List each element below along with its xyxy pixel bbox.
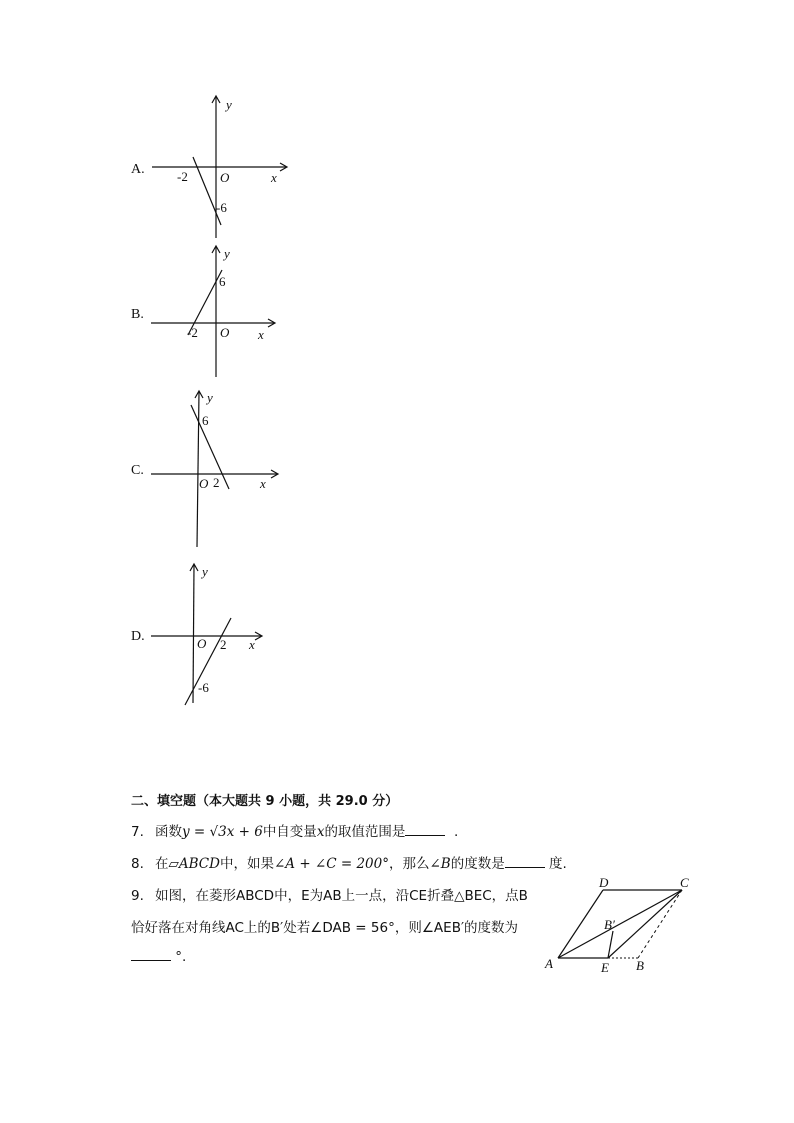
x-axis-label: x bbox=[258, 327, 264, 342]
answer-blank[interactable] bbox=[131, 948, 171, 961]
x-axis-label: x bbox=[249, 637, 255, 652]
y-axis-label: y bbox=[207, 390, 213, 405]
origin-label: O bbox=[220, 325, 230, 340]
x-axis-label: x bbox=[260, 476, 266, 491]
option-d-graph bbox=[150, 563, 270, 713]
question-9-line-2: 恰好落在对角线AC上的B′处若∠DAB = 56°，则∠AEB′的度数为 bbox=[131, 920, 519, 936]
y-axis bbox=[197, 392, 199, 547]
option-c-graph bbox=[150, 390, 285, 550]
option-b-label: B. bbox=[131, 307, 144, 322]
q7-formula: y = √3x + 6 bbox=[182, 824, 263, 840]
side-ad bbox=[558, 890, 603, 958]
origin-label: O bbox=[197, 636, 207, 651]
diagonal-ac bbox=[558, 890, 682, 958]
question-number: 7. bbox=[131, 824, 144, 840]
y-axis-label: y bbox=[224, 246, 230, 261]
option-a-label: A. bbox=[131, 162, 145, 177]
question-number: 8. bbox=[131, 856, 144, 872]
answer-blank[interactable] bbox=[505, 855, 545, 868]
point-c-label: C bbox=[680, 875, 689, 890]
y-axis bbox=[193, 565, 194, 703]
question-number: 9. bbox=[131, 888, 144, 904]
y-intercept-label: 6 bbox=[202, 413, 209, 428]
origin-label: O bbox=[199, 476, 209, 491]
rhombus-figure bbox=[540, 875, 700, 978]
q8-text: 在▱ bbox=[155, 856, 179, 872]
y-intercept-label: -6 bbox=[198, 680, 209, 695]
option-d-label: D. bbox=[131, 629, 145, 644]
section-title: 二、填空题（本大题共 9 小题，共 29.0 分） bbox=[131, 794, 399, 809]
y-axis-label: y bbox=[226, 97, 232, 112]
q8-text: ，那么 bbox=[388, 856, 430, 872]
option-b-graph bbox=[150, 245, 285, 380]
y-axis-label: y bbox=[202, 564, 208, 579]
origin-label: O bbox=[220, 170, 230, 185]
q7-end: . bbox=[454, 824, 459, 840]
q9-line1: 如图，在菱形ABCD中，E为AB上一点，沿CE折叠△BEC，点B bbox=[155, 888, 528, 904]
point-a-label: A bbox=[545, 956, 553, 971]
question-8 bbox=[131, 852, 567, 872]
q9-end: °. bbox=[175, 949, 187, 965]
question-9-line-3 bbox=[131, 948, 186, 965]
x-intercept-label: 2 bbox=[213, 475, 220, 490]
q8-angle: ∠B bbox=[429, 856, 451, 872]
point-b-prime-label: B′ bbox=[604, 917, 615, 932]
x-intercept-label: -2 bbox=[187, 325, 198, 340]
x-axis-label: x bbox=[271, 170, 277, 185]
point-b-label: B bbox=[636, 958, 644, 973]
option-a-graph bbox=[150, 95, 295, 240]
q7-text: 函数 bbox=[155, 824, 182, 840]
y-intercept-label: -6 bbox=[216, 200, 227, 215]
q8-text: 的度数是 bbox=[450, 856, 505, 872]
x-intercept-label: -2 bbox=[177, 169, 188, 184]
q7-var: x bbox=[316, 824, 325, 840]
option-c-label: C. bbox=[131, 463, 144, 478]
x-intercept-label: 2 bbox=[220, 637, 227, 652]
y-intercept-label: 6 bbox=[219, 274, 226, 289]
q8-abcd: ABCD bbox=[178, 856, 220, 872]
question-9-line-1 bbox=[131, 884, 528, 904]
q8-text: 中，如果 bbox=[219, 856, 274, 872]
q8-unit: 度. bbox=[549, 856, 567, 872]
q7-text: 中自变量 bbox=[262, 824, 317, 840]
answer-blank[interactable] bbox=[405, 823, 445, 836]
q7-text: 的取值范围是 bbox=[324, 824, 406, 840]
question-7 bbox=[131, 820, 458, 840]
point-e-label: E bbox=[601, 960, 609, 975]
function-line bbox=[191, 405, 229, 489]
point-d-label: D bbox=[599, 875, 609, 890]
q8-condition: ∠A + ∠C = 200° bbox=[273, 856, 389, 872]
